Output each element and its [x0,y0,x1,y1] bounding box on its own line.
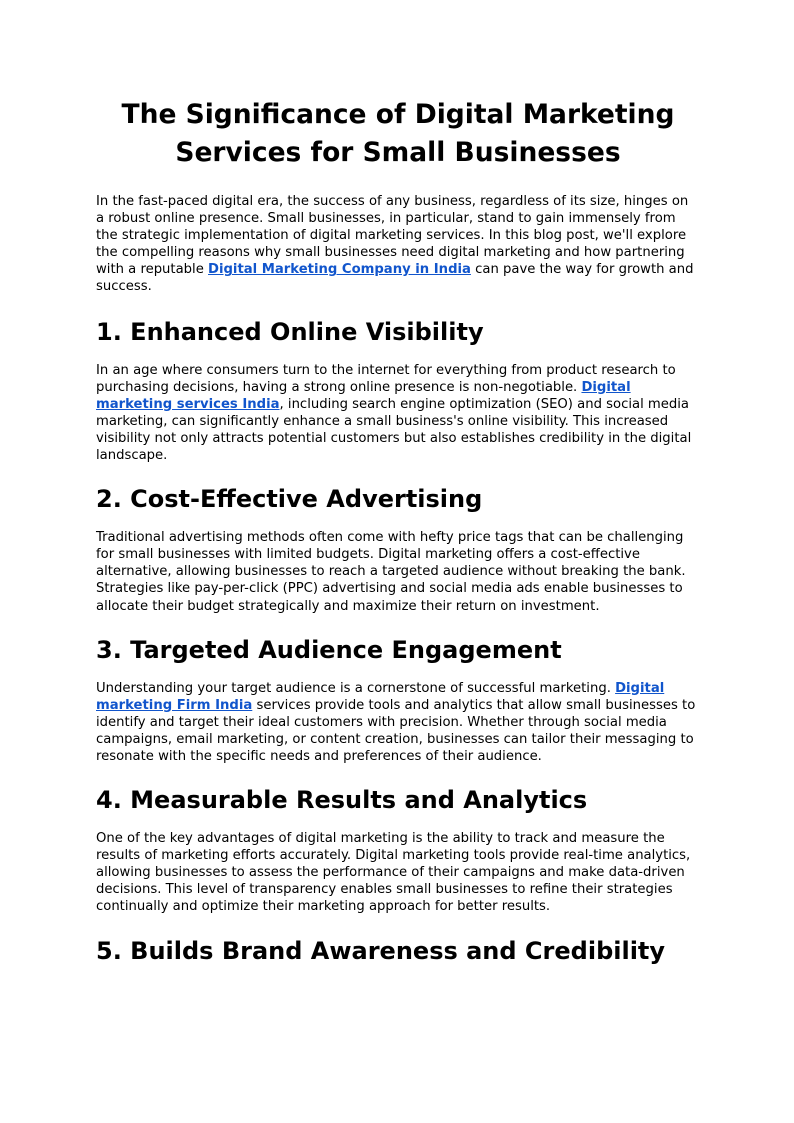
digital-marketing-services-link[interactable]: Digital marketing services India [96,379,631,412]
section-3-text-before: Understanding your target audience is a cornerstone of successful marketing. [96,680,616,696]
section-1-heading: 1. Enhanced Online Visibility [96,317,484,346]
intro-paragraph [96,193,700,296]
document-body [96,96,700,981]
intro-text-after: can pave the way for growth and success. [96,262,694,295]
section-3-text-after: services provide tools and analytics that allow small businesses to identify and target their ideal customers with precision. Whether through social media campaigns, email marketing, or content creation, businesses can tailor their messaging to resonate with the specific needs and preferences of their audience. [96,697,696,764]
intro-text-before: In the fast-paced digital era, the success of any business, regardless of its size, hinges on a robust online presence. Small businesses, in particular, stand to gain immensely from the strategic implementation of digital marketing services. In this blog post, we'll explore the compelling reasons why small businesses need digital marketing and how partnering with a reputable [96,194,689,278]
page-title: The Significance of Digital Marketing Services for Small Businesses [121,99,675,168]
section-3-paragraph [96,680,700,765]
section-2-paragraph: Traditional advertising methods often come with hefty price tags that can be challenging for small businesses with limited budgets. Digital marketing offers a cost-effective alternative, allowing businesses to reach a targeted audience without breaking the bank. Strategies like pay-per-click (PPC) advertising and social media ads enable businesses to allocate their budget strategically and maximize their return on investment. [96,530,686,614]
section-4-paragraph: One of the key advantages of digital marketing is the ability to track and measure the results of marketing efforts accurately. Digital marketing tools provide real-time analytics, allowing businesses to assess the performance of their campaigns and make data-driven decisions. This level of transparency enables small businesses to refine their strategies continually and optimize their marketing approach for better results. [96,831,691,915]
section-5-heading: 5. Builds Brand Awareness and Credibility [96,936,666,965]
section-3-heading: 3. Targeted Audience Engagement [96,635,562,664]
section-1-paragraph [96,362,700,465]
section-2-heading: 2. Cost-Effective Advertising [96,485,483,514]
digital-marketing-company-link[interactable]: Digital Marketing Company in India [208,262,471,278]
section-1-text-before: In an age where consumers turn to the internet for everything from product research to purchasing decisions, having a strong online presence is non-negotiable. [96,362,676,395]
digital-marketing-firm-link[interactable]: Digital marketing Firm India [96,680,665,713]
section-1-text-after: , including search engine optimization (SEO) and social media marketing, can significantly enhance a small business's online visibility. This increased visibility not only attracts potential customers but also establishes credibility in the digital landscape. [96,396,692,464]
section-4-heading: 4. Measurable Results and Analytics [96,786,588,815]
